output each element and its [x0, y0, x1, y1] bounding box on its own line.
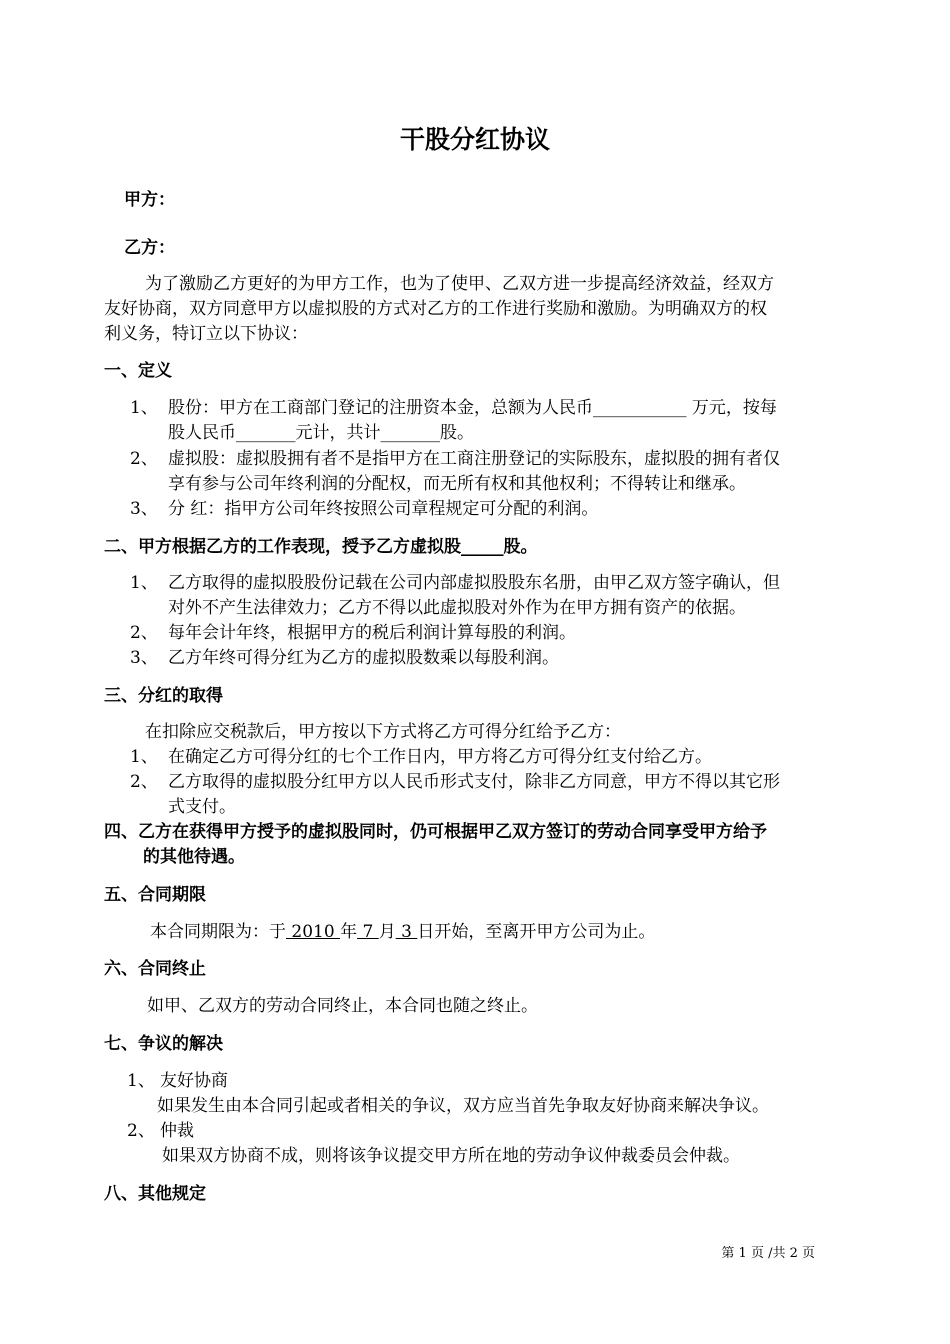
sec7-heading: 七、争议的解决 [104, 1034, 223, 1054]
intro-line-1: 为了激励乙方更好的为甲方工作，也为了使甲、乙双方进一步提高经济效益，经双方 [145, 274, 774, 294]
sec1-item2-line2: 享有参与公司年终利润的分配权，而无所有权和其他权利；不得转让和继承。 [168, 474, 746, 494]
sec2-item3-num: 3、 [130, 648, 158, 668]
sec3-item1-line1: 在确定乙方可得分红的七个工作日内，甲方将乙方可得分红支付给乙方。 [168, 747, 712, 767]
intro-line-2: 友好协商，双方同意甲方以虚拟股的方式对乙方的工作进行奖励和激励。为明确双方的权 [104, 299, 767, 319]
start-year: 2010 [286, 922, 341, 942]
document-title: 干股分红协议 [399, 125, 550, 154]
sec7-item1-title: 友好协商 [160, 1071, 228, 1091]
granted-shares-blank: _____ [461, 537, 504, 557]
sec6-heading: 六、合同终止 [104, 959, 206, 979]
sec6-text: 如甲、乙双方的劳动合同终止，本合同也随之终止。 [147, 996, 538, 1016]
intro-line-3: 利义务，特订立以下协议： [104, 324, 308, 344]
sec3-lead: 在扣除应交税款后，甲方按以下方式将乙方可得分红给予乙方： [145, 722, 621, 742]
sec3-item2-line2: 式支付。 [168, 797, 236, 817]
sec2-item3-line1: 乙方年终可得分红为乙方的虚拟股数乘以每股利润。 [168, 648, 559, 668]
sec3-item2-line1: 乙方取得的虚拟股分红甲方以人民币形式支付，除非乙方同意，甲方不得以其它形 [168, 772, 780, 792]
party-b-label: 乙方： [124, 238, 175, 258]
sec7-item2-title: 仲裁 [160, 1121, 194, 1141]
sec1-item2-line1: 虚拟股：虚拟股拥有者不是指甲方在工商注册登记的实际股东，虚拟股的拥有者仅 [168, 449, 780, 469]
sec1-item3-num: 3、 [130, 499, 158, 519]
sec1-heading: 一、定义 [104, 361, 172, 381]
sec3-heading: 三、分红的取得 [104, 686, 223, 706]
sec7-item1-num: 1、 [127, 1071, 155, 1091]
sec4-line2: 的其他待遇。 [143, 847, 245, 867]
sec7-item1-text: 如果发生由本合同引起或者相关的争议，双方应当首先争取友好协商来解决争议。 [157, 1096, 769, 1116]
sec7-item2-text: 如果双方协商不成，则将该争议提交甲方所在地的劳动争议仲裁委员会仲裁。 [162, 1146, 740, 1166]
price-per-share-blank: _______ [236, 423, 296, 443]
start-month: 7 [357, 922, 379, 942]
sec5-term-text: 本合同期限为：于 2010 年 7 月 3 日开始，至离开甲方公司为止。 [150, 922, 656, 942]
sec2-item2-line1: 每年会计年终，根据甲方的税后利润计算每股的利润。 [168, 623, 576, 643]
sec1-item1-line2: 股人民币_______元计，共计_______股。 [168, 423, 474, 443]
sec2-heading: 二、甲方根据乙方的工作表现，授予乙方虚拟股_____股。 [104, 537, 538, 557]
sec4-line1: 四、乙方在获得甲方授予的虚拟股同时，仍可根据甲乙双方签订的劳动合同享受甲方给予 [104, 822, 767, 842]
page-number-footer: 第 1 页 /共 2 页 [721, 1246, 815, 1261]
sec3-item2-num: 2、 [130, 772, 158, 792]
sec1-item1-num: 1、 [130, 398, 158, 418]
total-shares-blank: _______ [380, 423, 440, 443]
sec7-item2-num: 2、 [127, 1121, 155, 1141]
party-a-label: 甲方： [124, 190, 175, 210]
sec2-item1-num: 1、 [130, 573, 158, 593]
start-day: 3 [395, 922, 418, 942]
sec2-item1-line2: 对外不产生法律效力；乙方不得以此虚拟股对外作为在甲方拥有资产的依据。 [168, 598, 746, 618]
sec2-item1-line1: 乙方取得的虚拟股股份记载在公司内部虚拟股股东名册，由甲乙双方签字确认，但 [168, 573, 780, 593]
sec2-item2-num: 2、 [130, 623, 158, 643]
capital-amount-blank: ___________ [593, 398, 687, 418]
sec1-item2-num: 2、 [130, 449, 158, 469]
sec1-item3-line1: 分 红：指甲方公司年终按照公司章程规定可分配的利润。 [168, 499, 599, 519]
sec5-heading: 五、合同期限 [104, 885, 206, 905]
sec3-item1-num: 1、 [130, 747, 158, 767]
sec8-heading: 八、其他规定 [104, 1184, 206, 1204]
sec1-item1-line1: 股份：甲方在工商部门登记的注册资本金，总额为人民币___________ 万元，按每 [168, 398, 777, 418]
